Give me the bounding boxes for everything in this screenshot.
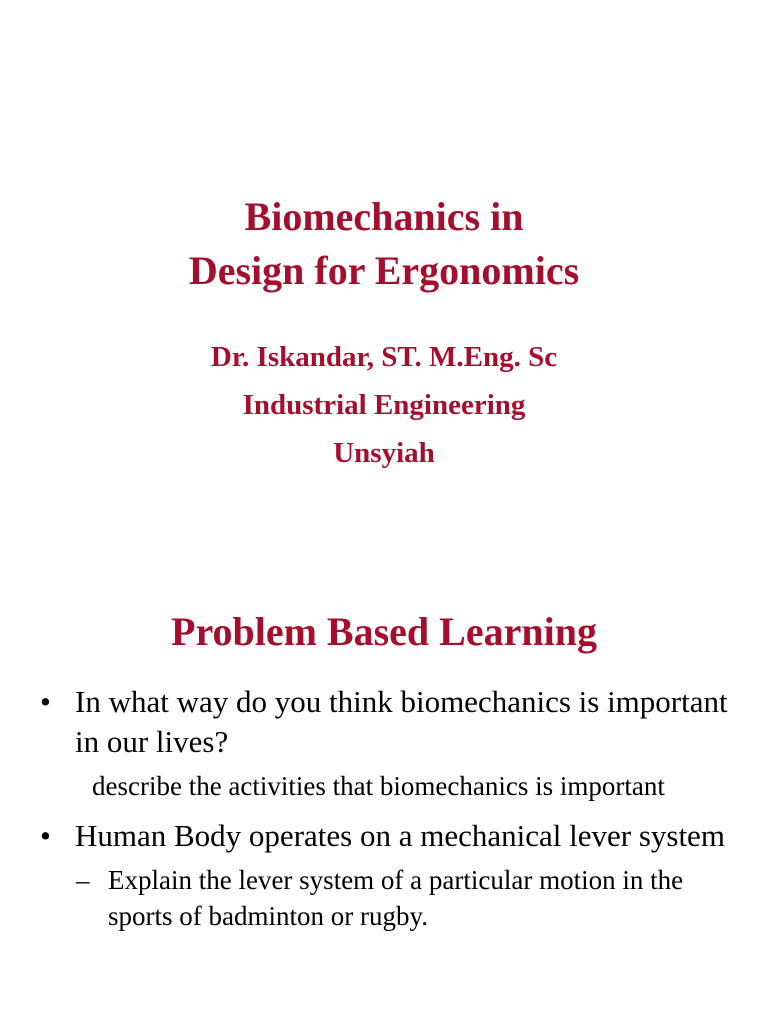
bullet-item xyxy=(40,682,740,762)
title-line-1: Biomechanics in xyxy=(244,194,524,239)
slide-title xyxy=(0,190,768,298)
dash-marker: – xyxy=(76,865,90,895)
bullet-marker: • xyxy=(40,818,51,853)
bullet-text: Human Body operates on a mechanical lever system xyxy=(75,818,725,853)
author-name: Dr. Iskandar, ST. M.Eng. Sc xyxy=(210,341,558,373)
bullet-marker: • xyxy=(40,684,51,719)
slide-heading: Problem Based Learning xyxy=(171,609,597,654)
author-info xyxy=(0,333,768,477)
sub-bullet-item xyxy=(76,862,740,934)
bullet-list xyxy=(40,682,740,934)
bullet-item xyxy=(40,816,740,856)
institution-name: Unsyiah xyxy=(333,437,435,469)
content-slide xyxy=(0,512,768,1024)
bullet-text: In what way do you think biomechanics is important in our lives? xyxy=(75,684,728,759)
sub-bullet-text: describe the activities that biomechanics is important xyxy=(92,771,665,801)
sub-bullet-text: Explain the lever system of a particular motion in the sports of badminton or rugby. xyxy=(108,865,684,931)
department-name: Industrial Engineering xyxy=(242,389,526,421)
sub-bullet-item xyxy=(92,768,740,804)
title-line-2: Design for Ergonomics xyxy=(188,248,580,293)
